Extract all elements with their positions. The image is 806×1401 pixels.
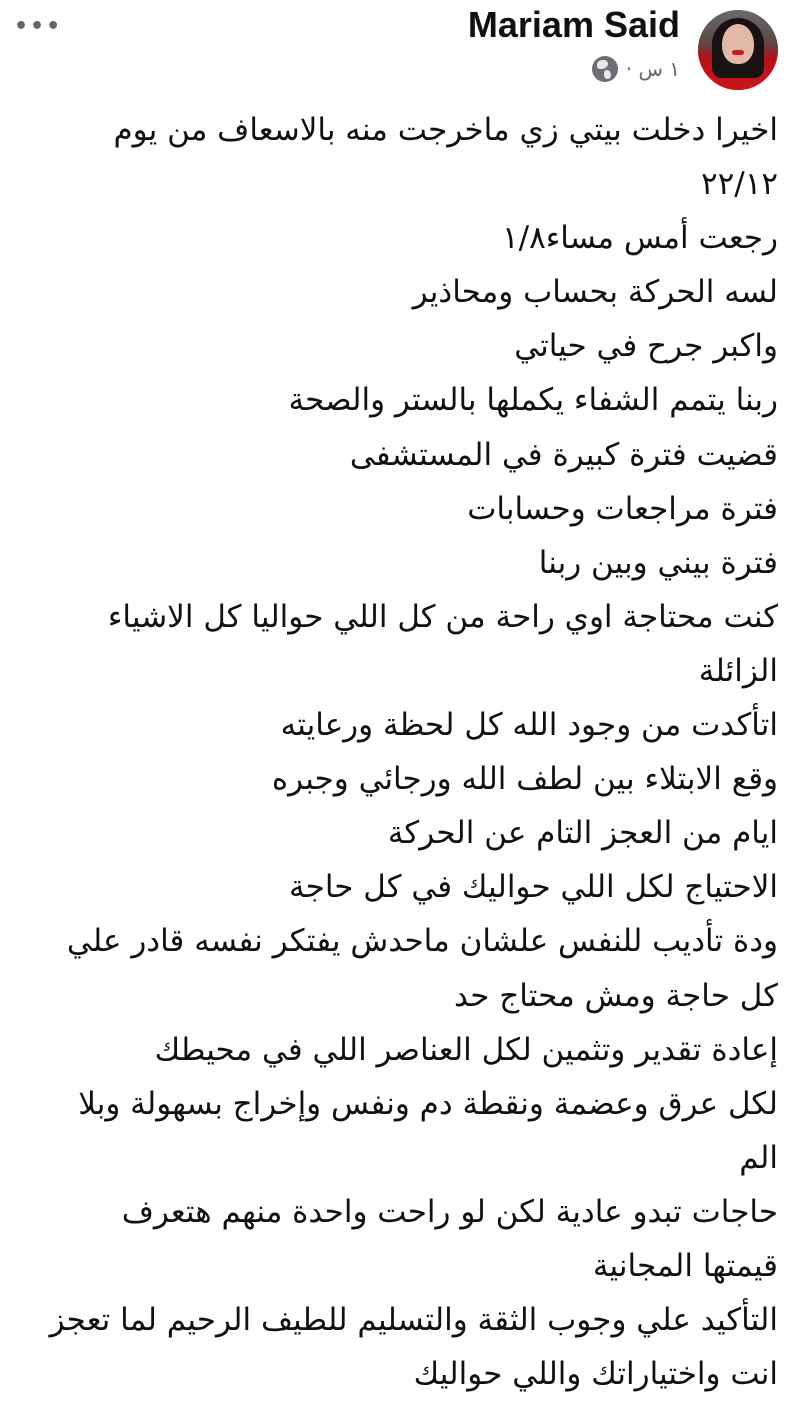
post-text-line: فترة مراجعات وحسابات [467,490,778,527]
post-text-line: واكبر جرح في حياتي [514,328,778,365]
post-text-line: اتأكدت من وجود الله كل لحظة ورعايته [280,707,778,744]
more-options-icon[interactable]: ••• [14,14,63,39]
post-text-line: اخيرا دخلت بيتي زي ماخرجت منه بالاسعاف من يوم [113,112,778,148]
post-text-line: وقع الابتلاء بين لطف الله ورجائي وجبره [271,761,778,798]
post-text-line: لكل عرق وعضمة ونقطة دم ونفس وإخراج بسهولة وبلا [78,1085,778,1122]
author-name[interactable]: Mariam Said [467,4,680,45]
post-text-line: ٢٢/١٢ [700,166,778,203]
post-text-line: التأكيد علي وجوب الثقة والتسليم للطيف الرحيم لما تعجز [49,1302,778,1339]
post-text-line: رجعت أمس مساء١/٨ [501,220,778,257]
post-text-line: الاحتياج لكل اللي حواليك في كل حاجة [289,869,778,906]
post-text [20,103,778,1401]
post-meta [592,56,680,82]
post-text-line: ودة تأديب للنفس علشان ماحدش يفتكر نفسه قادر علي [66,923,778,960]
post-text-line: ربنا يتمم الشفاء يكملها بالستر والصحة [288,382,778,419]
post-text-line: لسه الحركة بحساب ومحاذير [412,274,778,311]
post-text-line: انت واختياراتك واللي حواليك [413,1356,778,1393]
avatar[interactable] [698,10,778,90]
post-text-line: قيمتها المجانية [592,1247,778,1284]
post-text-line: حاجات تبدو عادية لكن لو راحت واحدة منهم هتعرف [121,1193,778,1230]
post-header [0,0,806,100]
post-text-line: ايام من العجز التام عن الحركة [387,815,778,852]
post-text-line: كنت محتاجة اوي راحة من كل اللي حواليا كل الاشياء [107,598,778,635]
post-text-line: قضيت فترة كبيرة في المستشفى [349,436,778,473]
post-text-line: كل حاجة ومش محتاج حد [453,977,778,1014]
timestamp[interactable]: ١ س · [625,57,680,81]
post-text-line: الزائلة [698,652,778,689]
post-text-line: الم [739,1139,778,1176]
post-text-line: فترة بيني وبين ربنا [538,544,778,581]
globe-icon [592,56,618,82]
post-text-line: إعادة تقدير وتثمين لكل العناصر اللي في محيطك [154,1031,778,1068]
